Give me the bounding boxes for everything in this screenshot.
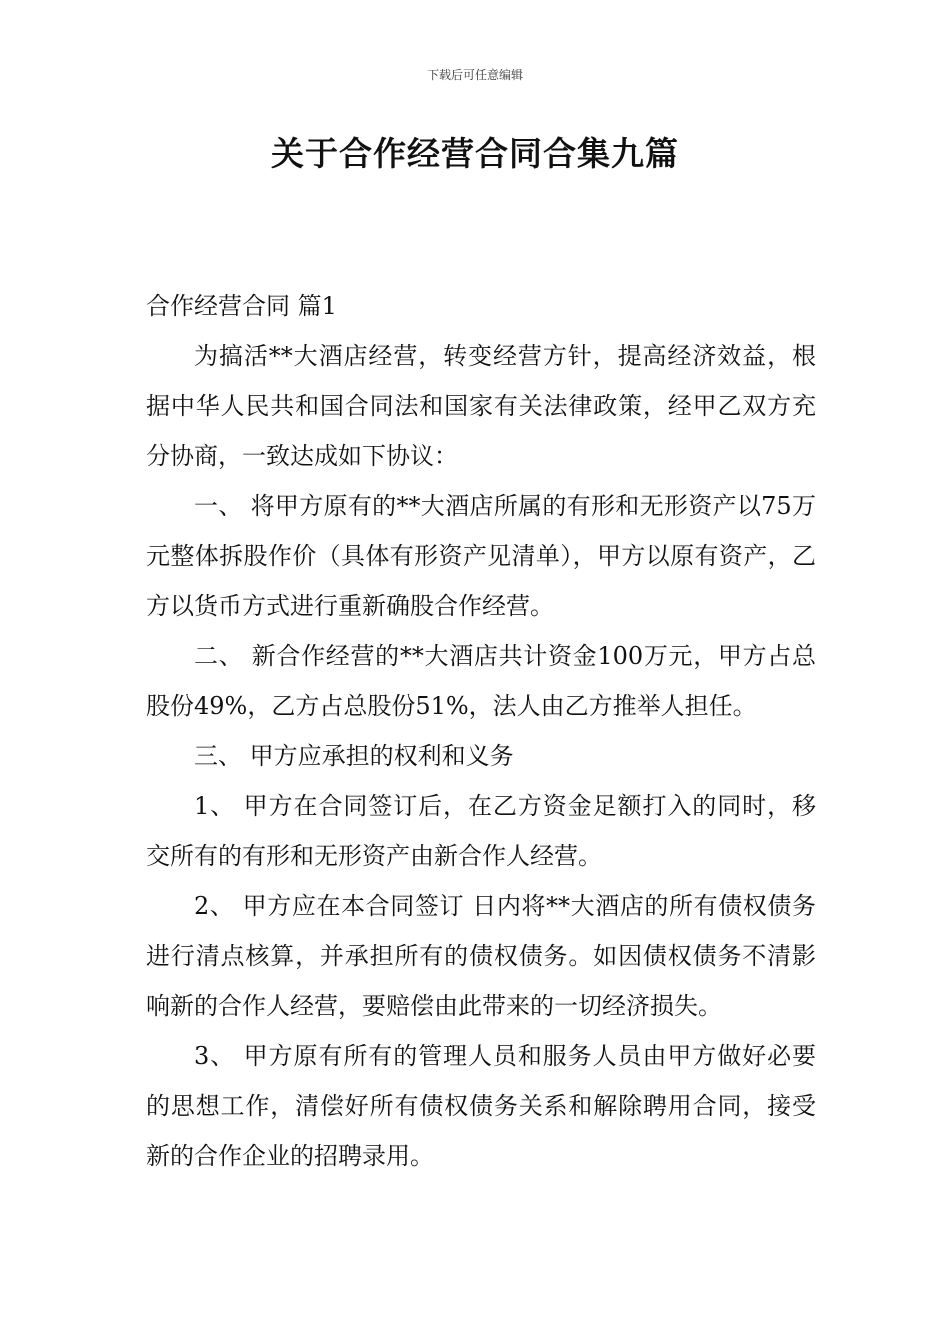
document-title: 关于合作经营合同合集九篇	[271, 134, 679, 173]
paragraph-clause-1: 一、 将甲方原有的**大酒店所属的有形和无形资产以75万元整体拆股作价（具体有形资产见清单），甲方以原有资产，乙方以货币方式进行重新确股合作经营。	[146, 492, 816, 620]
paragraph-intro: 为搞活**大酒店经营，转变经营方针，提高经济效益，根据中华人民共和国合同法和国家有关法律政策，经甲乙双方充分协商，一致达成如下协议：	[146, 342, 816, 470]
section-heading: 合作经营合同 篇1	[146, 292, 337, 320]
paragraph-item-3: 3、 甲方原有所有的管理人员和服务人员由甲方做好必要的思想工作，清偿好所有债权债务关系和解除聘用合同，接受新的合作企业的招聘录用。	[146, 1042, 816, 1170]
paragraph-item-1: 1、 甲方在合同签订后，在乙方资金足额打入的同时，移交所有的有形和无形资产由新合作人经营。	[146, 792, 816, 870]
paragraph-item-2: 2、 甲方应在本合同签订 日内将**大酒店的所有债权债务进行清点核算，并承担所有的债权债务。如因债权债务不清影响新的合作人经营，要赔偿由此带来的一切经济损失。	[146, 892, 816, 1020]
paragraph-clause-2: 二、 新合作经营的**大酒店共计资金100万元，甲方占总股份49%，乙方占总股份51%，法人由乙方推举人担任。	[146, 642, 816, 720]
paragraph-clause-3-heading: 三、 甲方应承担的权利和义务	[194, 742, 514, 770]
document-body	[146, 281, 816, 1181]
header-note: 下载后可任意编辑	[426, 68, 523, 82]
